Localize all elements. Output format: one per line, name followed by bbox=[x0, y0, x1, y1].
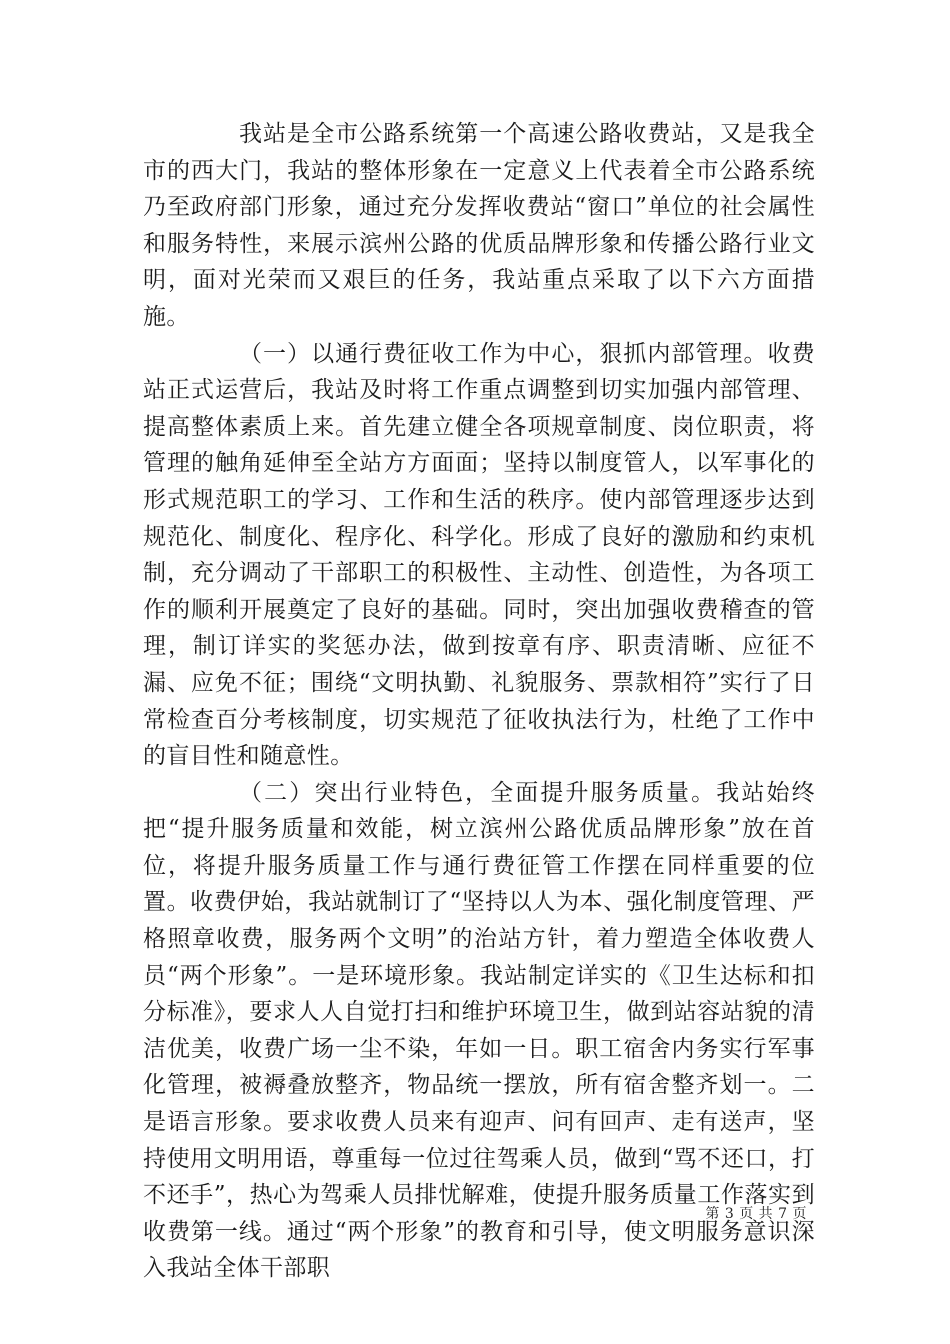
paragraph-intro: 我站是全市公路系统第一个高速公路收费站，又是我全市的西大门，我站的整体形象在一定意义上代表着全市公路系统乃至政府部门形象，通过充分发挥收费站“窗口”单位的社会属性和服务特性，来展示滨州公路的优质品牌形象和传播公路行业文明，面对光荣而又艰巨的任务，我站重点采取了以下六方面措施。 bbox=[143, 121, 815, 330]
paragraph-section-2: （二）突出行业特色，全面提升服务质量。我站始终把“提升服务质量和效能，树立滨州公路优质品牌形象”放在首位，将提升服务质量工作与通行费征管工作摆在同样重要的位置。收费伊始，我站就制订了“坚持以人为本、强化制度管理、严格照章收费，服务两个文明”的治站方针，着力塑造全体收费人员“两个形象”。一是环境形象。我站制定详实的《卫生达标和扣分标准》，要求人人自觉打扫和维护环境卫生，做到站容站貌的清洁优美，收费广场一尘不染，年如一日。职工宿舍内务实行军事化管理，被褥叠放整齐，物品统一摆放，所有宿舍整齐划一。二是语言形象。要求收费人员来有迎声、问有回声、走有送声，坚持使用文明用语，尊重每一位过往驾乘人员，做到“骂不还口，打不还手”，热心为驾乘人员排忧解难，使提升服务质量工作落实到收费第一线。通过“两个形象”的教育和引导，使文明服务意识深入我站全体干部职 bbox=[143, 779, 815, 1282]
paragraph-section-1: （一）以通行费征收工作为中心，狠抓内部管理。收费站正式运营后，我站及时将工作重点调整到切实加强内部管理、提高整体素质上来。首先建立健全各项规章制度、岗位职责，将管理的触角延伸至全站方方面面；坚持以制度管人，以军事化的形式规范职工的学习、工作和生活的秩序。使内部管理逐步达到规范化、制度化、程序化、科学化。形成了良好的激励和约束机制，充分调动了干部职工的积极性、主动性、创造性，为各项工作的顺利开展奠定了良好的基础。同时，突出加强收费稽查的管理，制订详实的奖惩办法，做到按章有序、职责清晰、应征不漏、应免不征；围绕“文明执勤、礼貌服务、票款相符”实行了日常检查百分考核制度，切实规范了征收执法行为，杜绝了工作中的盲目性和随意性。 bbox=[143, 340, 815, 770]
document-body bbox=[143, 116, 815, 1287]
page-number-footer: 第 3 页 共 7 页 bbox=[705, 1206, 807, 1222]
